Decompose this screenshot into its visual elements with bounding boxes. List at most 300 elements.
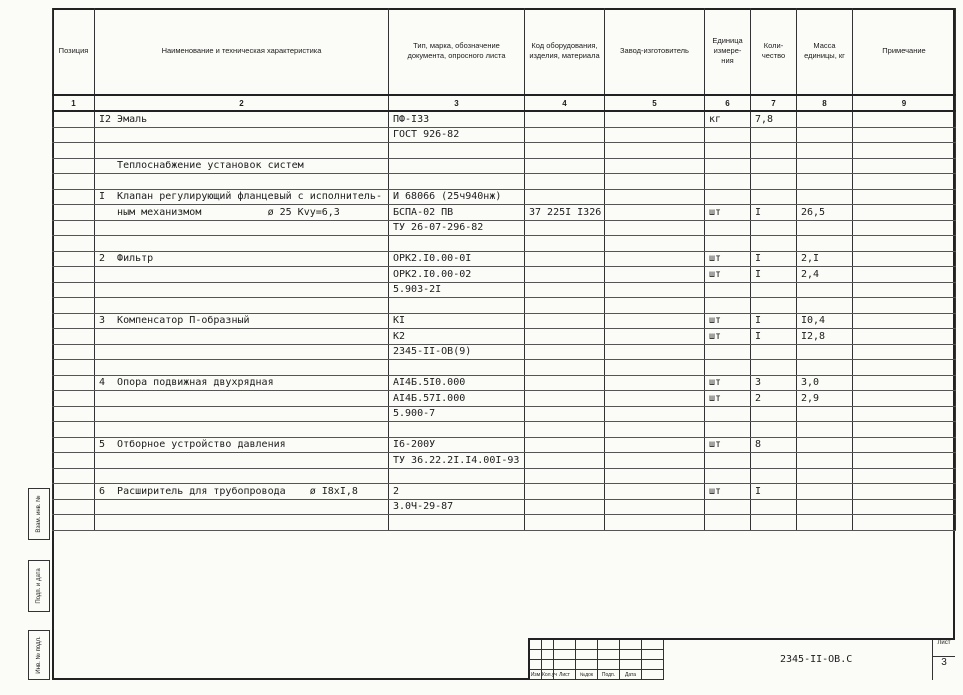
header-row: [53, 8, 956, 95]
cell-code: [525, 127, 605, 143]
cell-code: [525, 468, 605, 484]
cell-qty: 7,8: [751, 111, 797, 127]
cell-code: [525, 329, 605, 345]
cell-mass: [797, 127, 853, 143]
cell-name: 3 Компенсатор П-образный: [95, 313, 389, 329]
cell-note: [853, 282, 956, 298]
cell-code: [525, 298, 605, 314]
cell-unit: шт: [705, 267, 751, 283]
cell-mass: [797, 437, 853, 453]
cell-type: [389, 143, 525, 159]
cell-name: [95, 499, 389, 515]
column-number: 2: [95, 95, 389, 111]
column-number: 1: [53, 95, 95, 111]
table-row: [53, 205, 956, 221]
cell-note: [853, 499, 956, 515]
cell-qty: [751, 143, 797, 159]
revision-label: №док: [576, 670, 598, 680]
cell-maker: [605, 158, 705, 174]
cell-name: [95, 453, 389, 469]
table-row: [53, 189, 956, 205]
cell-maker: [605, 236, 705, 252]
cell-name: 2 Фильтр: [95, 251, 389, 267]
column-number: 8: [797, 95, 853, 111]
cell-qty: [751, 282, 797, 298]
table-row: [53, 391, 956, 407]
cell-position: [53, 375, 95, 391]
cell-mass: [797, 422, 853, 438]
cell-qty: [751, 127, 797, 143]
title-block: [528, 638, 955, 680]
side-stamp-signature: [28, 560, 50, 612]
cell-unit: шт: [705, 391, 751, 407]
cell-unit: шт: [705, 329, 751, 345]
cell-position: [53, 220, 95, 236]
cell-position: [53, 437, 95, 453]
sheet-label: Лист: [937, 640, 951, 646]
cell-note: [853, 313, 956, 329]
col-header-maker: Завод-изготовитель: [605, 8, 705, 95]
cell-qty: I: [751, 329, 797, 345]
cell-maker: [605, 220, 705, 236]
cell-maker: [605, 298, 705, 314]
table-row: [53, 468, 956, 484]
cell-code: [525, 282, 605, 298]
table-row: [53, 143, 956, 159]
cell-qty: I: [751, 267, 797, 283]
cell-name: [95, 127, 389, 143]
revision-label: Дата: [620, 670, 642, 680]
cell-name: [95, 360, 389, 376]
cell-code: [525, 111, 605, 127]
cell-mass: [797, 360, 853, 376]
cell-unit: [705, 236, 751, 252]
cell-unit: [705, 143, 751, 159]
cell-position: [53, 468, 95, 484]
cell-maker: [605, 499, 705, 515]
cell-code: [525, 189, 605, 205]
table-row: [53, 329, 956, 345]
cell-mass: I2,8: [797, 329, 853, 345]
cell-type: 2: [389, 484, 525, 500]
cell-type: 5.903-2I: [389, 282, 525, 298]
cell-name: Теплоснабжение установок систем: [95, 158, 389, 174]
cell-qty: [751, 360, 797, 376]
cell-type: ОРК2.I0.00-02: [389, 267, 525, 283]
cell-code: [525, 375, 605, 391]
table-row: [53, 499, 956, 515]
cell-mass: [797, 298, 853, 314]
side-stamp-replaced: [28, 488, 50, 540]
cell-maker: [605, 360, 705, 376]
cell-position: [53, 189, 95, 205]
table-row: [53, 375, 956, 391]
column-number-row: [53, 95, 956, 111]
cell-qty: [751, 406, 797, 422]
cell-mass: 26,5: [797, 205, 853, 221]
cell-code: [525, 220, 605, 236]
cell-mass: [797, 515, 853, 531]
cell-unit: [705, 282, 751, 298]
cell-code: [525, 484, 605, 500]
cell-qty: [751, 174, 797, 190]
table-row: [53, 406, 956, 422]
cell-position: [53, 282, 95, 298]
cell-maker: [605, 205, 705, 221]
cell-position: [53, 205, 95, 221]
cell-note: [853, 515, 956, 531]
cell-position: [53, 406, 95, 422]
col-header-qty: Коли-чество: [751, 8, 797, 95]
cell-name: [95, 282, 389, 298]
cell-type: ГОСТ 926-82: [389, 127, 525, 143]
side-stamp-label: Подп. и дата: [36, 568, 42, 604]
cell-unit: [705, 453, 751, 469]
col-header-name: Наименование и техническая характеристика: [95, 8, 389, 95]
cell-maker: [605, 437, 705, 453]
cell-maker: [605, 375, 705, 391]
column-number: 7: [751, 95, 797, 111]
cell-note: [853, 236, 956, 252]
col-header-code: Код оборудования, изделия, материала: [525, 8, 605, 95]
cell-type: ОРК2.I0.00-0I: [389, 251, 525, 267]
document-code: 2345-II-ОВ.С: [780, 654, 853, 665]
cell-note: [853, 453, 956, 469]
cell-unit: шт: [705, 205, 751, 221]
cell-maker: [605, 453, 705, 469]
table-row: [53, 267, 956, 283]
cell-type: ТУ 36.22.2I.I4.00I-93: [389, 453, 525, 469]
table-row: [53, 158, 956, 174]
cell-maker: [605, 267, 705, 283]
cell-position: [53, 267, 95, 283]
cell-qty: 8: [751, 437, 797, 453]
table-row: [53, 453, 956, 469]
cell-type: AI4Б.5I0.000: [389, 375, 525, 391]
cell-type: [389, 468, 525, 484]
table-row: [53, 111, 956, 127]
cell-mass: [797, 220, 853, 236]
cell-position: [53, 313, 95, 329]
table-row: [53, 282, 956, 298]
side-stamp-inventory: [28, 630, 50, 680]
cell-qty: [751, 344, 797, 360]
col-header-mass: Масса единицы, кг: [797, 8, 853, 95]
cell-name: 4 Опора подвижная двухрядная: [95, 375, 389, 391]
cell-position: [53, 391, 95, 407]
cell-unit: шт: [705, 375, 751, 391]
cell-unit: шт: [705, 484, 751, 500]
cell-type: [389, 174, 525, 190]
cell-name: [95, 344, 389, 360]
cell-code: [525, 174, 605, 190]
cell-type: [389, 422, 525, 438]
cell-position: [53, 329, 95, 345]
revision-label: Лист: [554, 670, 576, 680]
cell-name: [95, 236, 389, 252]
side-stamp-label: Инв. № подл.: [36, 636, 42, 674]
cell-position: [53, 251, 95, 267]
cell-note: [853, 220, 956, 236]
cell-mass: [797, 453, 853, 469]
cell-code: [525, 499, 605, 515]
cell-mass: 2,I: [797, 251, 853, 267]
cell-name: I Клапан регулирующий фланцевый с исполнитель-: [95, 189, 389, 205]
cell-code: [525, 406, 605, 422]
cell-position: [53, 236, 95, 252]
cell-unit: [705, 298, 751, 314]
cell-maker: [605, 143, 705, 159]
table-row: [53, 220, 956, 236]
cell-mass: 3,0: [797, 375, 853, 391]
col-header-position: Позиция: [53, 8, 95, 95]
cell-position: [53, 422, 95, 438]
cell-qty: [751, 499, 797, 515]
cell-maker: [605, 515, 705, 531]
table-row: [53, 251, 956, 267]
column-number: 6: [705, 95, 751, 111]
cell-type: К2: [389, 329, 525, 345]
side-stamp-label: Взам. инв. №: [36, 495, 42, 533]
cell-code: [525, 360, 605, 376]
cell-qty: I: [751, 484, 797, 500]
cell-qty: I: [751, 313, 797, 329]
cell-name: [95, 329, 389, 345]
cell-name: [95, 422, 389, 438]
cell-position: [53, 344, 95, 360]
col-header-unit: Единица измере-ния: [705, 8, 751, 95]
cell-qty: [751, 422, 797, 438]
cell-code: [525, 422, 605, 438]
cell-qty: [751, 515, 797, 531]
cell-name: [95, 298, 389, 314]
cell-note: [853, 189, 956, 205]
cell-maker: [605, 406, 705, 422]
revision-label: Подп.: [598, 670, 620, 680]
cell-mass: I0,4: [797, 313, 853, 329]
cell-maker: [605, 189, 705, 205]
cell-note: [853, 344, 956, 360]
cell-type: [389, 236, 525, 252]
cell-position: [53, 111, 95, 127]
cell-name: [95, 143, 389, 159]
table-row: [53, 127, 956, 143]
cell-unit: [705, 158, 751, 174]
cell-code: [525, 251, 605, 267]
cell-unit: шт: [705, 313, 751, 329]
cell-note: [853, 174, 956, 190]
cell-type: AI4Б.57I.000: [389, 391, 525, 407]
cell-note: [853, 468, 956, 484]
cell-mass: [797, 189, 853, 205]
cell-maker: [605, 174, 705, 190]
table-row: [53, 298, 956, 314]
cell-position: [53, 453, 95, 469]
cell-note: [853, 251, 956, 267]
cell-position: [53, 174, 95, 190]
cell-note: [853, 484, 956, 500]
cell-type: И 68066 (25ч940нж): [389, 189, 525, 205]
cell-code: [525, 391, 605, 407]
cell-maker: [605, 468, 705, 484]
cell-note: [853, 267, 956, 283]
cell-note: [853, 111, 956, 127]
sheet-number: 3: [933, 656, 955, 668]
cell-mass: 2,4: [797, 267, 853, 283]
cell-type: КI: [389, 313, 525, 329]
cell-mass: [797, 111, 853, 127]
cell-maker: [605, 391, 705, 407]
cell-type: [389, 158, 525, 174]
cell-qty: 3: [751, 375, 797, 391]
cell-position: [53, 143, 95, 159]
cell-mass: [797, 484, 853, 500]
cell-mass: [797, 499, 853, 515]
cell-code: [525, 143, 605, 159]
cell-unit: [705, 174, 751, 190]
cell-mass: 2,9: [797, 391, 853, 407]
cell-qty: [751, 158, 797, 174]
table-row: [53, 437, 956, 453]
cell-unit: [705, 422, 751, 438]
cell-note: [853, 205, 956, 221]
table-row: [53, 484, 956, 500]
cell-unit: [705, 127, 751, 143]
col-header-type: Тип, марка, обозначение документа, опросного листа: [389, 8, 525, 95]
cell-unit: [705, 189, 751, 205]
cell-unit: [705, 499, 751, 515]
specification-table: [52, 8, 956, 531]
cell-name: 6 Расширитель для трубопровода ø I8xI,8: [95, 484, 389, 500]
cell-code: [525, 267, 605, 283]
cell-unit: [705, 468, 751, 484]
cell-code: [525, 515, 605, 531]
table-row: [53, 422, 956, 438]
cell-type: 2345-II-ОВ(9): [389, 344, 525, 360]
cell-qty: [751, 468, 797, 484]
cell-unit: шт: [705, 251, 751, 267]
cell-position: [53, 158, 95, 174]
cell-position: [53, 360, 95, 376]
cell-qty: 2: [751, 391, 797, 407]
cell-maker: [605, 422, 705, 438]
cell-position: [53, 499, 95, 515]
cell-maker: [605, 484, 705, 500]
column-number: 5: [605, 95, 705, 111]
cell-type: 3.0Ч-29-87: [389, 499, 525, 515]
cell-type: [389, 360, 525, 376]
cell-note: [853, 127, 956, 143]
cell-name: [95, 406, 389, 422]
cell-name: I2 Эмаль: [95, 111, 389, 127]
cell-maker: [605, 344, 705, 360]
table-row: [53, 515, 956, 531]
cell-name: [95, 174, 389, 190]
cell-name: 5 Отборное устройство давления: [95, 437, 389, 453]
column-number: 9: [853, 95, 956, 111]
cell-position: [53, 484, 95, 500]
cell-position: [53, 515, 95, 531]
cell-note: [853, 143, 956, 159]
cell-unit: шт: [705, 437, 751, 453]
cell-name: [95, 267, 389, 283]
column-number: 3: [389, 95, 525, 111]
cell-maker: [605, 127, 705, 143]
cell-unit: [705, 406, 751, 422]
cell-mass: [797, 143, 853, 159]
cell-type: 5.900-7: [389, 406, 525, 422]
cell-name: ным механизмом ø 25 Kvy=6,3: [95, 205, 389, 221]
cell-unit: кг: [705, 111, 751, 127]
cell-type: ТУ 26-07-296-82: [389, 220, 525, 236]
table-row: [53, 236, 956, 252]
cell-note: [853, 422, 956, 438]
cell-code: [525, 344, 605, 360]
cell-type: [389, 515, 525, 531]
cell-name: [95, 468, 389, 484]
table-row: [53, 174, 956, 190]
cell-name: [95, 391, 389, 407]
cell-mass: [797, 468, 853, 484]
cell-code: [525, 236, 605, 252]
cell-note: [853, 437, 956, 453]
table-row: [53, 313, 956, 329]
cell-maker: [605, 251, 705, 267]
cell-qty: [751, 298, 797, 314]
cell-maker: [605, 111, 705, 127]
cell-code: [525, 453, 605, 469]
cell-note: [853, 158, 956, 174]
cell-note: [853, 329, 956, 345]
cell-note: [853, 298, 956, 314]
cell-mass: [797, 236, 853, 252]
cell-mass: [797, 282, 853, 298]
cell-qty: [751, 453, 797, 469]
cell-name: [95, 220, 389, 236]
column-number: 4: [525, 95, 605, 111]
cell-maker: [605, 329, 705, 345]
table-row: [53, 360, 956, 376]
cell-position: [53, 298, 95, 314]
cell-qty: [751, 220, 797, 236]
cell-qty: [751, 236, 797, 252]
cell-unit: [705, 515, 751, 531]
cell-maker: [605, 313, 705, 329]
revision-label: Кол.уч: [542, 672, 557, 678]
cell-code: [525, 158, 605, 174]
cell-unit: [705, 344, 751, 360]
cell-type: I6-200У: [389, 437, 525, 453]
cell-maker: [605, 282, 705, 298]
cell-type: ПФ-I33: [389, 111, 525, 127]
cell-mass: [797, 158, 853, 174]
sheet-number-box: [932, 640, 955, 680]
cell-unit: [705, 220, 751, 236]
cell-mass: [797, 344, 853, 360]
cell-position: [53, 127, 95, 143]
col-header-note: Примечание: [853, 8, 956, 95]
cell-name: [95, 515, 389, 531]
cell-note: [853, 391, 956, 407]
cell-qty: I: [751, 251, 797, 267]
cell-note: [853, 375, 956, 391]
cell-note: [853, 406, 956, 422]
cell-mass: [797, 174, 853, 190]
cell-type: БСПА-02 ПВ: [389, 205, 525, 221]
cell-qty: [751, 189, 797, 205]
cell-mass: [797, 406, 853, 422]
cell-note: [853, 360, 956, 376]
